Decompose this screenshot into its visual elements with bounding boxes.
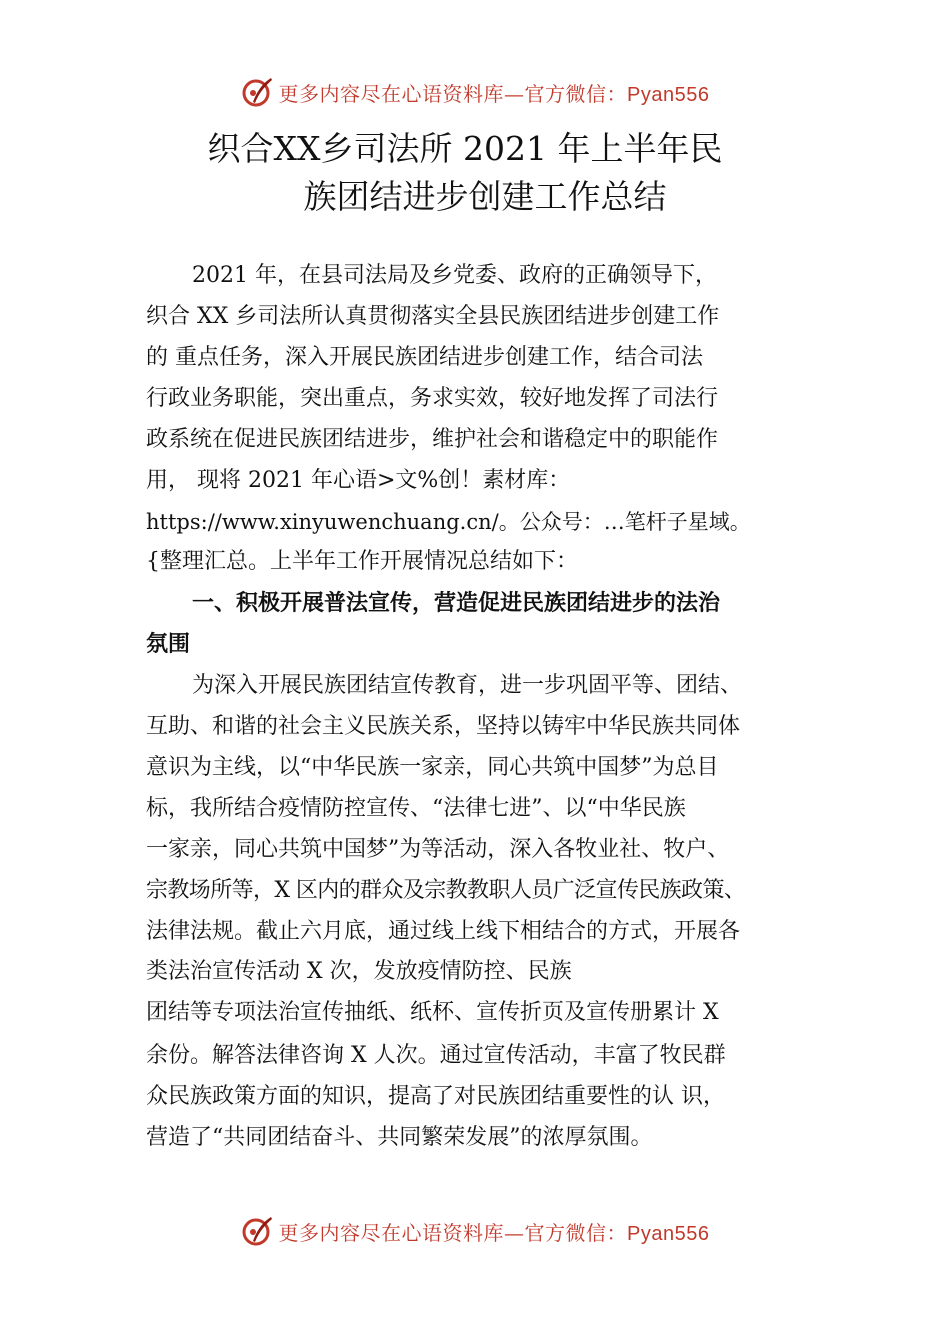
section-1-line: 众民族政策方面的知识，提高了对民族团结重要性的认 识， xyxy=(146,1084,725,1109)
section-1-line: 营造了“共同团结奋斗、共同繁荣发展”的浓厚氛围。 xyxy=(146,1125,653,1150)
section-1-line: 法律法规。截止六月底，通过线上线下相结合的方式，开展各 xyxy=(146,919,741,944)
document-title-line-2: 族团结进步创建工作总结 xyxy=(303,177,667,216)
intro-line: 政系统在促进民族团结进步，维护社会和谐稳定中的职能作 xyxy=(146,427,719,452)
section-1-line: 宗教场所等，X 区内的群众及宗教教职人员广泛宣传民族政策、 xyxy=(146,878,746,903)
document-title-line-1: 织合XX乡司法所 2021 年上半年民 xyxy=(207,129,723,168)
section-1-line: 团结等专项法治宣传抽纸、纸杯、宣传折页及宣传册累计 X xyxy=(146,1000,719,1025)
watermark-handle: Pyan556 xyxy=(627,1222,710,1245)
section-1-heading-cont: 氛围 xyxy=(146,632,191,657)
watermark-banner-bottom xyxy=(0,1211,950,1251)
section-1-line: 标，我所结合疫情防控宣传、“法律七进”、以“中华民族 xyxy=(146,796,686,821)
section-1-line: 一家亲，同心共筑中国梦”为等活动，深入各牧业社、牧户、 xyxy=(146,837,730,862)
watermark-main: 更多内容尽在心语资料库—官方微信： xyxy=(278,81,628,106)
watermark-banner-top xyxy=(0,72,950,112)
intro-line: {整理汇总。上半年工作开展情况总结如下： xyxy=(146,549,578,574)
section-1-line: 为深入开展民族团结宣传教育，进一步巩固平等、团结、 xyxy=(192,673,743,698)
quill-logo-icon xyxy=(241,75,275,109)
intro-line: 用， 现将 2021 年心语>文%创！素材库： xyxy=(146,468,571,493)
intro-url-line: https://www.xinyuwenchuang.cn/。公众号：…笔杆子星域。 xyxy=(146,510,751,534)
quill-logo-icon xyxy=(241,1214,275,1248)
intro-line: 2021 年，在县司法局及乡党委、政府的正确领导下， xyxy=(192,263,717,288)
section-1-line: 余份。解答法律咨询 X 人次。通过宣传活动，丰富了牧民群 xyxy=(146,1043,726,1068)
section-1-line: 类法治宣传活动 X 次，发放疫情防控、民族 xyxy=(146,959,572,984)
watermark-text xyxy=(279,1217,710,1246)
intro-line: 织合 XX 乡司法所认真贯彻落实全县民族团结进步创建工作 xyxy=(146,304,720,329)
intro-line: 的 重点任务，深入开展民族团结进步创建工作，结合司法 xyxy=(146,345,703,370)
section-1-line: 意识为主线，以“中华民族一家亲，同心共筑中国梦”为总目 xyxy=(146,755,719,780)
watermark-main: 更多内容尽在心语资料库—官方微信： xyxy=(278,1220,628,1245)
watermark-text xyxy=(279,78,710,107)
section-1-line: 互助、和谐的社会主义民族关系，坚持以铸牢中华民族共同体 xyxy=(146,714,741,739)
watermark-handle: Pyan556 xyxy=(627,83,710,106)
intro-line: 行政业务职能，突出重点，务求实效，较好地发挥了司法行 xyxy=(146,386,719,411)
section-1-heading: 一、积极开展普法宣传，营造促进民族团结进步的法治 xyxy=(192,591,721,616)
